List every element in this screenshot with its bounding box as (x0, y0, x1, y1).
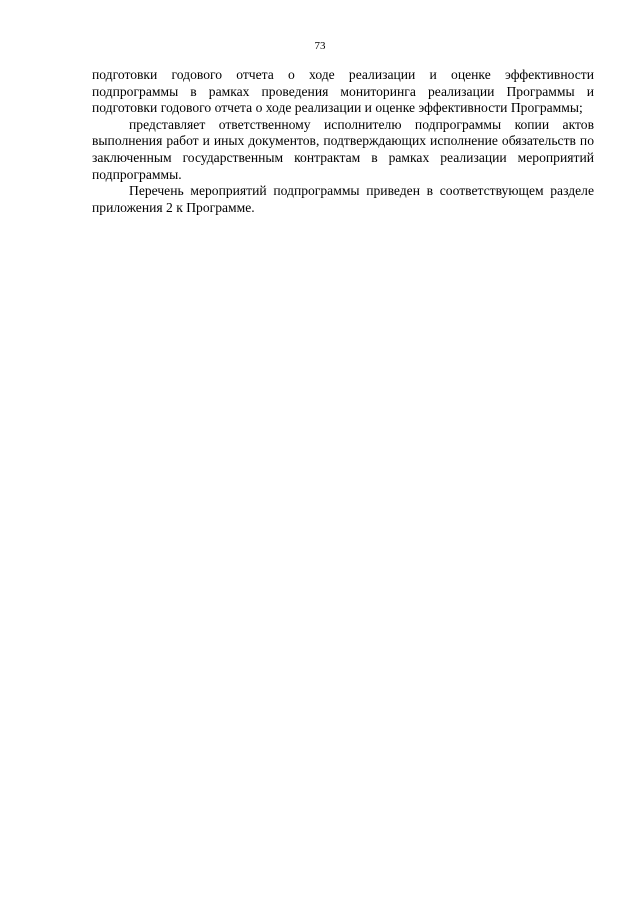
document-body (92, 67, 594, 216)
paragraph-copies-of-acts: представляет ответственному исполнителю подпрограммы копии актов выполнения работ и иных документов, подтверждающих исполнение обязательств по заключенным государственным контрактам в рамках реализации мероприятий подпрограммы. (92, 116, 594, 182)
paragraph-continuation: подготовки годового отчета о ходе реализации и оценке эффективности подпрограммы в рамках проведения мониторинга реализации Программы и подготовки годового отчета о ходе реализации и оценке эффективности Программы; (92, 67, 594, 116)
paragraph-measures-list: Перечень мероприятий подпрограммы приведен в соответствующем разделе приложения 2 к Программе. (92, 183, 594, 215)
page-number: 73 (314, 40, 326, 52)
